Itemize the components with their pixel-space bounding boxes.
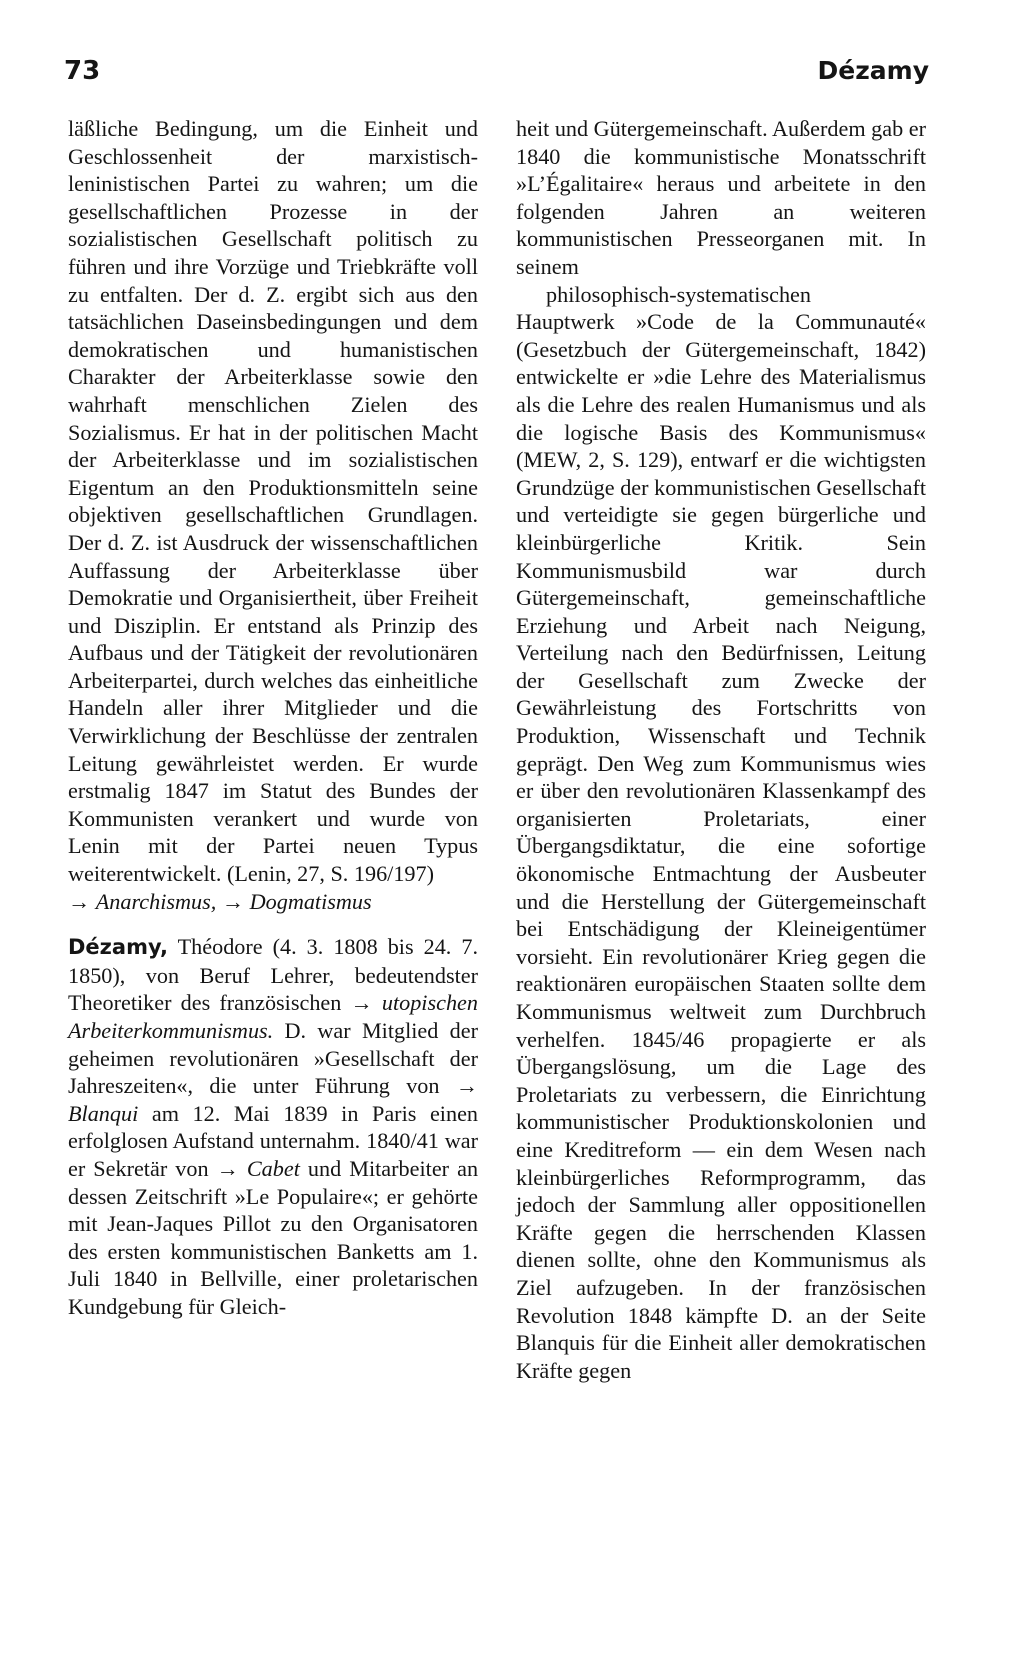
running-head: Dézamy [817,56,929,85]
cross-reference-arrow-icon: → [350,990,373,1016]
entry-headword: Dézamy, [68,935,168,960]
dictionary-entry-dezamy [68,933,478,1320]
cross-reference-arrow-icon: → [455,1073,479,1099]
entry-text-indented: philosophisch-systematischen [546,281,811,307]
left-column [68,115,478,1321]
cross-reference-arrow-icon: → [216,1155,239,1181]
cross-reference-arrow-icon: → [221,888,245,914]
entry-continuation [516,115,926,1384]
cross-reference-utopischen-arbeiterkommunismus[interactable]: utopischen Arbeiterkommunismus. [68,990,478,1043]
cross-reference-anarchismus[interactable]: Anarchismus, [95,888,217,914]
entry-text: heit und Gütergemeinschaft. Außerdem gab er 1840 die kommunistische Monatsschrift »L’Égalitaire« heraus und arbeitete in den folgenden Jahren an weiteren kommunistischen Presseorganen mit. In seinem [516,116,926,279]
continued-paragraph [68,115,478,915]
entry-text: Théodore (4. 3. 1808 bis 24. 7. 1850), von Beruf Lehrer, bedeutendster Theoretiker des französischen [68,934,478,1016]
cross-reference-cabet[interactable]: Cabet [246,1155,300,1181]
cross-reference-arrow-icon: → [68,888,91,914]
cross-reference-dogmatismus[interactable]: Dogmatismus [249,888,372,914]
right-column [516,115,926,1384]
entry-text: am 12. Mai 1839 in Paris einen erfolglosen Aufstand unternahm. 1840/41 war er Sekretär von [68,1100,479,1181]
entry-text: D. war Mitglied der geheimen revolutionären »Gesellschaft der Jahreszeiten«, die unter Führung von [68,1018,478,1099]
page-number: 73 [64,56,101,86]
cross-reference-blanqui[interactable]: Blanqui [68,1100,139,1126]
entry-text: Hauptwerk »Code de la Communauté« (Gesetzbuch der Gütergemeinschaft, 1842) entwickelte er »die Lehre des Materialismus als die Lehre des realen Humanismus und als die logische Basis des Kommunismus« (MEW, 2, S. 129), entwarf er die wichtigsten Grundzüge der kommunistischen Gesellschaft und verteidigte sie gegen bürgerliche und kleinbürgerliche Kritik. Sein Kommunismusbild war durch Gütergemeinschaft, gemeinschaftliche Erziehung und Arbeit nach Neigung, Verteilung nach den Bedürfnissen, Leitung der Gesellschaft zum Zwecke der Gewährleistung des Fortschritts von Produktion, Wissenschaft und Technik geprägt. Den Weg zum Kommunismus wies er über den revolutionären Klassenkampf des organisierten Proletariats, einer Übergangsdiktatur, die eine sofortige ökonomische Entmachtung der Ausbeuter und die Herstellung der Gütergemeinschaft bei Entschädigung der Kleineigentümer vorsieht. Ein revolutionärer Krieg gegen die reaktionären europäischen Staaten sollte dem Kommunismus weltweit zum Durchbruch verhelfen. 1845/46 propagierte er als Übergangslösung, um die Lage des Proletariats zu verbessern, die Einrichtung kommunistischer Produktionskolonien und eine Kreditreform — ein dem Wesen nach kleinbürgerliches Reformprogramm, das jedoch der Sammlung aller oppositionellen Kräfte gegen die herrschenden Klassen dienen sollte, ohne den Kommunismus als Ziel aufzugeben. In der französischen Revolution 1848 kämpfte D. an der Seite Blanquis für die Einheit aller demokratischen Kräfte gegen [516,309,926,1383]
continued-paragraph-text: läßliche Bedingung, um die Einheit und Geschlossenheit der marxistisch-leninistischen Partei zu wahren; um die gesellschaftlichen Prozesse in der sozialistischen Gesellschaft politisch zu führen und ihre Vorzüge und Triebkräfte voll zu entfalten. Der d. Z. ergibt sich aus den tatsächlichen Daseinsbedingungen und dem demokratischen und humanistischen Charakter der Arbeiterklasse sowie den wahrhaft menschlichen Zielen des Sozialismus. Er hat in der politischen Macht der Arbeiterklasse und im sozialistischen Eigentum an den Produktionsmitteln seine objektiven gesellschaftlichen Grundlagen. Der d. Z. ist Ausdruck der wissenschaftlichen Auffassung der Arbeiterklasse über Demokratie und Organisiertheit, über Freiheit und Disziplin. Er entstand als Prinzip des Aufbaus und der Tätigkeit der revolutionären Arbeiterpartei, durch welches das einheitliche Handeln aller ihrer Mitglieder und die Verwirklichung der Beschlüsse der zentralen Leitung gewährleistet werden. Er wurde erstmalig 1847 im Statut des Bundes der Kommunisten verankert und wurde von Lenin mit der Partei neuen Typus weiterentwickelt. (Lenin, 27, S. 196/197) [68,116,478,887]
entry-text: und Mitarbeiter an dessen Zeitschrift »Le Populaire«; er gehörte mit Jean-Jaques Pillot zu den Organisatoren des ersten kommunistischen Banketts am 1. Juli 1840 in Bellville, einer proletarischen Kundgebung für Gleich- [68,1155,479,1319]
